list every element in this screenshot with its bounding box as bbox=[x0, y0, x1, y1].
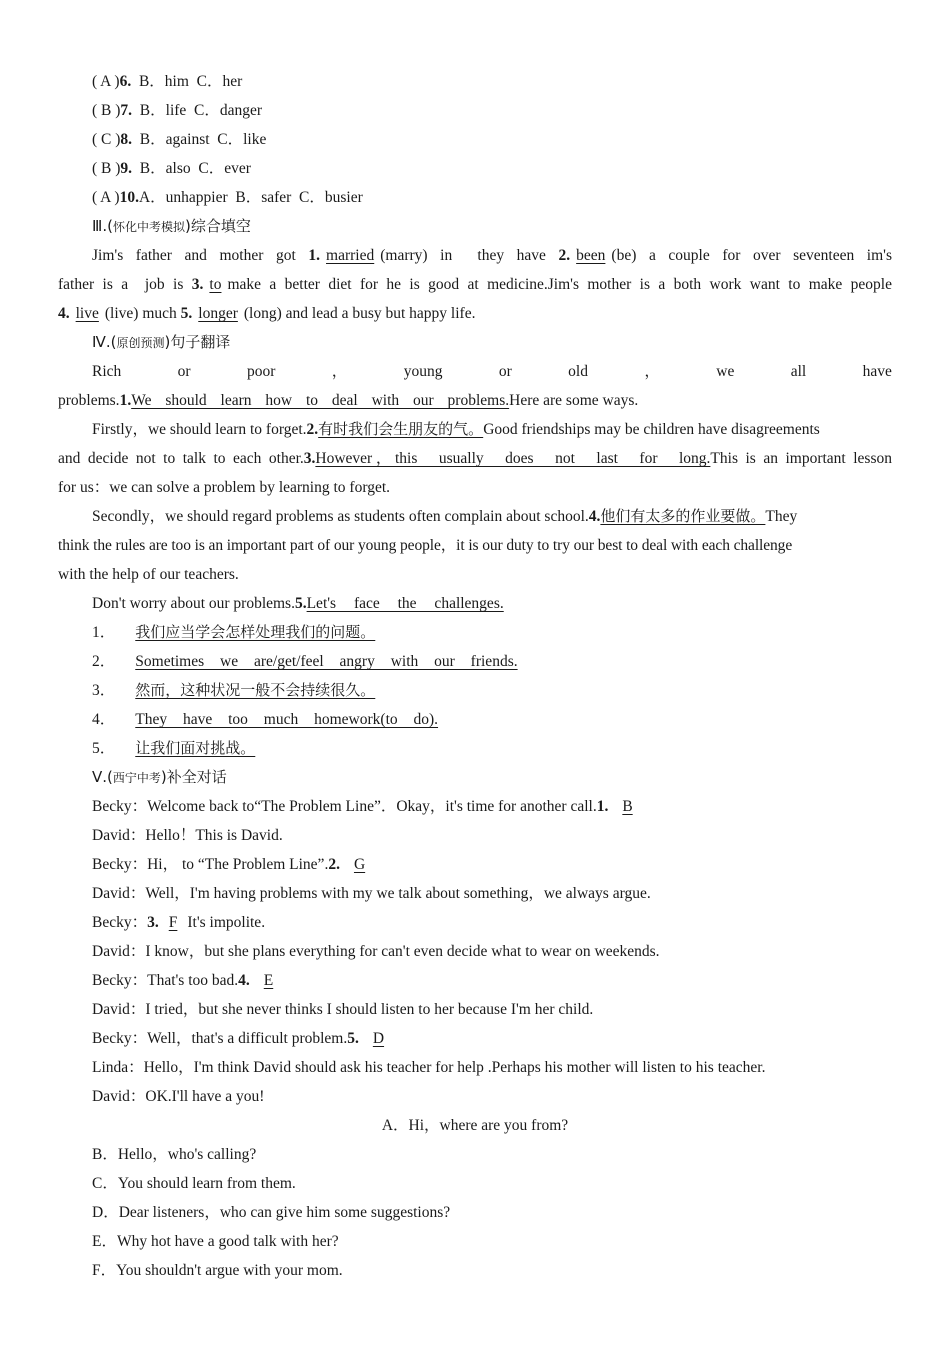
options-text: B．against C．like bbox=[132, 131, 267, 148]
blank-number: 4. bbox=[58, 305, 70, 322]
section-3-line-1: Jim's father and mother got 1. married (marry) in they have 2. been (be) a couple for over seventeen im's bbox=[92, 247, 892, 264]
translation-key-text: Sometimes we are/get/feel angry with our friends. bbox=[135, 653, 518, 670]
section-4-para-1-line-2: problems.1.We should learn how to deal with our problems.Here are some ways. bbox=[58, 392, 639, 409]
blank-number: 5. bbox=[347, 1030, 359, 1047]
section-3-line-2: father is a job is 3. to make a better diet for he is good at medicine.Jim's mother is a both work want to make people bbox=[58, 276, 892, 293]
dialogue-line: David：Well，I'm having problems with my we talk about something，we always argue. bbox=[92, 885, 651, 902]
section-4-para-3-line-1: Secondly，we should regard problems as students often complain about school.4.他们有太多的作业要做。They bbox=[92, 507, 798, 525]
translation-answer: We should learn how to deal with our problems. bbox=[131, 392, 510, 409]
section-numeral: Ⅲ.( bbox=[92, 217, 113, 235]
translation-key-text: They have too much homework(to do). bbox=[135, 711, 439, 728]
blank-number: 5. bbox=[180, 305, 193, 322]
question-number: 10. bbox=[119, 189, 139, 206]
translation-answer: 有时我们会生朋友的气。 bbox=[318, 420, 484, 438]
section-4-para-2-line-3: for us：we can solve a problem by learning to forget. bbox=[58, 479, 391, 496]
section-numeral: Ⅴ.( bbox=[92, 768, 113, 786]
blank-number: 1. bbox=[119, 392, 132, 409]
dialogue-line: Linda：Hello，I'm think David should ask his teacher for help .Perhaps his mother will listen to his teacher. bbox=[92, 1059, 766, 1076]
fill-answer: longer bbox=[198, 305, 238, 322]
mc-answer-7 bbox=[58, 96, 892, 125]
fill-answer: married bbox=[326, 247, 375, 264]
blank-number: 1. bbox=[596, 798, 609, 815]
options-text: B．life C．danger bbox=[132, 102, 263, 119]
mc-answer-10 bbox=[58, 183, 892, 212]
blank-number: 2. bbox=[328, 856, 340, 873]
dialogue-line: Becky：3. F It's impolite. bbox=[92, 914, 266, 931]
answer-key: ( B ) bbox=[92, 102, 121, 119]
translation-answer: However，this usually does not last for long. bbox=[315, 450, 711, 467]
fill-answer: live bbox=[75, 305, 99, 322]
blank-number: 2. bbox=[558, 247, 571, 264]
dialogue-line: Becky：Welcome back to“The Problem Line”．Okay，it's time for another call.1. B bbox=[58, 792, 892, 821]
dialogue-line: David：Hello！This is David. bbox=[92, 827, 283, 844]
question-number: 7. bbox=[120, 102, 133, 119]
option-b: B．Hello，who's calling? bbox=[92, 1146, 257, 1163]
section-4-para-1-line-1: Rich or poor ， young or old ， we all have bbox=[92, 363, 892, 380]
translation-key-1: 1． 我们应当学会怎样处理我们的问题。 bbox=[58, 618, 892, 647]
option-e: E．Why hot have a good talk with her? bbox=[92, 1233, 339, 1250]
fill-answer: been bbox=[576, 247, 606, 264]
section-4-para-3-line-2: think the rules are too is an important part of our young people，it is our duty to try our best to deal with each challenge bbox=[58, 537, 793, 554]
dialogue-answer: B bbox=[622, 798, 633, 815]
dialogue-line: David：OK.I'll have a you! bbox=[92, 1088, 265, 1105]
mc-answer-8 bbox=[58, 125, 892, 154]
dialogue-line: Becky：That's too bad.4. E bbox=[58, 966, 892, 995]
translation-key-4: 4． They have too much homework(to do). bbox=[58, 705, 892, 734]
section-title: )补全对话 bbox=[160, 768, 227, 786]
mc-answer-9 bbox=[58, 154, 892, 183]
translation-key-text: 然而，这种状况一般不会持续很久。 bbox=[135, 681, 376, 699]
translation-key-text: 让我们面对挑战。 bbox=[135, 739, 256, 757]
options-text: A．unhappier B．safer C．busier bbox=[138, 189, 363, 206]
dialogue-answer: E bbox=[263, 972, 274, 989]
options-text: B．also C．ever bbox=[132, 160, 251, 177]
mc-answer-6 bbox=[58, 67, 892, 96]
question-number: 6. bbox=[119, 73, 132, 90]
translation-key-5: 5． 让我们面对挑战。 bbox=[58, 734, 892, 763]
section-numeral: Ⅳ.( bbox=[92, 333, 117, 351]
section-source: 原创预测 bbox=[116, 336, 165, 350]
option-c: C．You should learn from them. bbox=[92, 1175, 296, 1192]
dialogue-line: Becky：Well，that's a difficult problem.5. D bbox=[58, 1024, 892, 1053]
answer-key: ( A ) bbox=[92, 189, 120, 206]
translation-key-text: 我们应当学会怎样处理我们的问题。 bbox=[135, 623, 376, 641]
question-number: 9. bbox=[120, 160, 133, 177]
dialogue-line: David：I know，but she plans everything for can't even decide what to wear on weekends. bbox=[92, 943, 660, 960]
dialogue-answer: G bbox=[353, 856, 366, 873]
blank-number: 3. bbox=[147, 914, 159, 931]
blank-number: 4. bbox=[238, 972, 250, 989]
option-d: D．Dear listeners，who can give him some suggestions? bbox=[92, 1204, 451, 1221]
option-a: A．Hi，where are you from? bbox=[381, 1117, 569, 1134]
section-4-heading bbox=[58, 328, 892, 357]
section-3-line-3: 4. live (live) much 5. longer (long) and lead a busy but happy life. bbox=[58, 305, 476, 322]
section-4-para-2-line-1: Firstly，we should learn to forget.2.有时我们会生朋友的气。Good friendships may be children have disagreements bbox=[92, 420, 820, 438]
section-4-para-4: Don't worry about our problems.5.Let's face the challenges. bbox=[92, 595, 504, 612]
blank-number: 2. bbox=[306, 421, 319, 438]
section-source: 西宁中考 bbox=[112, 771, 161, 785]
blank-number: 1. bbox=[308, 247, 321, 264]
translation-answer: Let's face the challenges. bbox=[306, 595, 504, 612]
dialogue-line: Becky：Hi， to “The Problem Line”.2. G bbox=[58, 850, 892, 879]
answer-key: ( A ) bbox=[92, 73, 120, 90]
section-3-heading bbox=[58, 212, 892, 241]
translation-key-2: 2． Sometimes we are/get/feel angry with our friends. bbox=[58, 647, 892, 676]
option-f: F．You shouldn't argue with your mom. bbox=[92, 1262, 343, 1279]
section-5-heading bbox=[58, 763, 892, 792]
options-text: B．him C．her bbox=[131, 73, 243, 90]
section-title: )综合填空 bbox=[184, 217, 251, 235]
dialogue-answer: F bbox=[168, 914, 178, 931]
section-source: 怀化中考模拟 bbox=[112, 220, 185, 234]
blank-number: 4. bbox=[588, 508, 601, 525]
section-4-para-3-line-3: with the help of our teachers. bbox=[58, 566, 239, 583]
answer-key: ( B ) bbox=[92, 160, 121, 177]
section-title: )句子翻译 bbox=[164, 333, 231, 351]
blank-number: 5. bbox=[294, 595, 307, 612]
answer-key: ( C ) bbox=[92, 131, 121, 148]
translation-answer: 他们有太多的作业要做。 bbox=[600, 507, 766, 525]
dialogue-answer: D bbox=[372, 1030, 385, 1047]
blank-number: 3. bbox=[191, 276, 204, 293]
dialogue-line: David：I tried，but she never thinks I should listen to her because I'm her child. bbox=[92, 1001, 594, 1018]
section-4-para-2-line-2: and decide not to talk to each other.3.However，this usually does not last for long.This is an important lesson bbox=[58, 450, 892, 467]
blank-number: 3. bbox=[303, 450, 316, 467]
translation-key-3: 3． 然而，这种状况一般不会持续很久。 bbox=[58, 676, 892, 705]
question-number: 8. bbox=[120, 131, 133, 148]
fill-answer: to bbox=[209, 276, 222, 293]
